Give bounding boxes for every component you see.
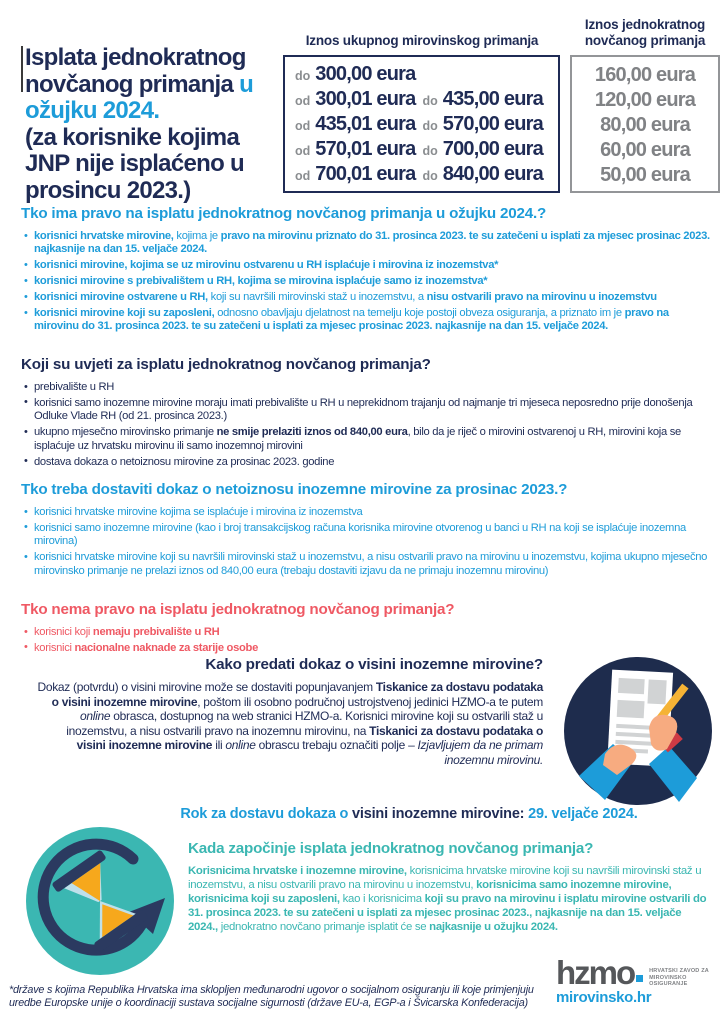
range-value: 435,00 eura [442, 88, 543, 110]
pension-amount-column-header: Iznos ukupnog mirovinskog primanja [305, 33, 539, 48]
section-who-eligible [21, 205, 713, 336]
pension-range-table [283, 55, 560, 193]
title-caret-line [21, 46, 23, 92]
range-value: 435,01 eura [315, 113, 416, 135]
logo-wordmark: hzmo [556, 954, 635, 991]
page-subtitle: (za korisnike kojima JNP nije isplaćeno u prosincu 2023.) [25, 123, 244, 204]
bullet-list [21, 626, 713, 655]
how-submit-paragraph: Dokaz (potvrdu) o visini mirovine može se dostaviti popunjavanjem Tiskanice za dostavu podataka o visini inozemne mirovine, poštom ili osobno područnoj ustrojstvenoj jedinici HZMO-a te putem online obrasca, dostupnog na web stranici HZMO-a. Korisnici mirovine koji su ostvarili staž u inozemstvu, a nisu ostvarili pravo na inozemnu mirovinu, na Tiskanici za dostavu podataka o visini inozemne mirovine ili online obrascu trebaju označiti polje – Izjavljujem da ne primam inozemnu mirovinu. [37, 680, 543, 767]
hourglass-icon [25, 826, 175, 976]
range-value: 700,01 eura [315, 163, 416, 185]
section-heading: Tko treba dostaviti dokaz o netoiznosu inozemne mirovine za prosinac 2023.? [21, 481, 568, 498]
table-row [295, 88, 558, 113]
table-row [295, 63, 558, 88]
footnote: *države s kojima Republika Hrvatska ima sklopljen međunarodni ugovor o socijalnom osiguranju ili koje primjenjuju uredbe Europske unije o koordinaciji sustava socijalne sigurnosti (države EU-a, EGP-a i Švicarska Konfederacija) [9, 984, 534, 1009]
section-heading: Tko ima pravo na isplatu jednokratnog novčanog primanja u ožujku 2024.? [21, 205, 547, 222]
bullet-list [21, 506, 713, 578]
benefit-amount: 160,00 eura [594, 64, 696, 86]
page-title [25, 45, 289, 125]
range-value: 300,01 eura [315, 88, 416, 110]
bullet-list [21, 381, 713, 469]
when-paid-text [188, 826, 708, 934]
benefit-amount-table [570, 55, 720, 193]
list-item: • korisnici hrvatske mirovine, kojima je pravo na mirovinu priznato do 31. prosinca 2023. te su zatečeni u isplati za mjesec prosinac 2023. najkasnije na dan 15. veljače 2024. [21, 230, 713, 257]
document-signing-icon [563, 656, 713, 806]
benefit-amount-column-header: Iznos jednokratnog novčanog primanja [584, 17, 706, 48]
hzmo-logo [556, 954, 726, 1006]
range-value: 300,00 eura [315, 63, 416, 85]
range-prefix: do [422, 144, 438, 158]
deadline-emphasis: visini inozemne mirovine: [352, 806, 525, 822]
table-row [295, 163, 558, 188]
range-prefix: do [295, 69, 311, 83]
bullet-list [21, 230, 713, 334]
table-row [295, 138, 558, 163]
deadline-date: 29. veljače 2024. [524, 806, 638, 822]
section-heading: Koji su uvjeti za isplatu jednokratnog novčanog primanja? [21, 356, 431, 373]
benefit-amount: 60,00 eura [600, 139, 690, 161]
range-prefix: do [422, 94, 438, 108]
section-heading: Tko nema pravo na isplatu jednokratnog novčanog primanja? [21, 601, 455, 618]
page-title-highlight: u ožujku 2024. [25, 70, 254, 124]
table-row [295, 113, 558, 138]
range-prefix: od [295, 144, 311, 158]
document-signing-illustration [563, 656, 713, 806]
list-item: • prebivalište u RH [21, 381, 713, 394]
benefit-amount: 50,00 eura [600, 164, 690, 186]
list-item: • ukupno mjesečno mirovinsko primanje ne smije prelaziti iznos od 840,00 eura, bilo da je riječ o mirovini ostvarenoj u RH, mirovini koja se isplaćuje uz hrvatsku mirovinu ili samo inozemnoj mirovini [21, 426, 713, 453]
section-not-eligible [21, 601, 713, 658]
list-item: • korisnici mirovine ostvarene u RH, koji su navršili mirovinski staž u inozemstvu, a nisu ostvarili pravo na mirovinu u inozemstvu [21, 291, 713, 304]
section-how-submit [21, 656, 713, 806]
when-paid-paragraph: Korisnicima hrvatske i inozemne mirovine, korisnicima hrvatske mirovine koji su navršili mirovinski staž u inozemstvu, a nisu ostvarili pravo na mirovinu u inozemstvu, korisnicima samo inozemne mirovine, korisnicima koji su zaposleni, kao i korisnicima koji su pravo na mirovinu i isplatu mirovine ostvarili do 31. prosinca 2023. te su zatečeni u isplati za mjesec prosinac 2023., najkasnije na dan 15. veljače 2024., jednokratno novčano primanje isplatit će se najkasnije u ožujku 2024. [188, 865, 707, 934]
range-value: 570,00 eura [442, 113, 543, 135]
benefit-amount: 120,00 eura [594, 89, 696, 111]
list-item: • korisnici koji nemaju prebivalište u RH [21, 626, 713, 639]
title-block [25, 45, 289, 204]
logo-dot-icon [636, 975, 643, 982]
range-value: 570,01 eura [315, 138, 416, 160]
list-item: • korisnici mirovine, kojima se uz mirovinu ostvarenu u RH isplaćuje i mirovina iz inozemstva* [21, 259, 713, 272]
range-prefix: do [422, 169, 438, 183]
range-prefix: od [295, 169, 311, 183]
list-item: • korisnici samo inozemne mirovine moraju imati prebivalište u RH u neprekidnom trajanju od najmanje tri mjeseca neposredno prije donošenja Odluke Vlade RH (od 21. prosinca 2023.) [21, 397, 713, 424]
section-conditions [21, 356, 713, 471]
list-item: • korisnici mirovine s prebivalištem u RH, kojima se mirovina isplaćuje samo iz inozemstva* [21, 275, 713, 288]
site-link[interactable]: mirovinsko.hr [556, 989, 652, 1006]
section-proof [21, 481, 713, 581]
logo-tagline [649, 968, 726, 988]
page-title-main: Isplata jednokratnog novčanog primanja [25, 44, 246, 98]
logo-top-row [556, 954, 726, 991]
list-item: • dostava dokaza o netoiznosu mirovine za prosinac 2023. godine [21, 456, 713, 469]
list-item: • korisnici nacionalne naknade za starije osobe [21, 642, 713, 655]
deadline-lead: Rok za dostavu dokaza o [180, 806, 353, 822]
section-heading: Kako predati dokaz o visini inozemne mirovine? [205, 656, 543, 673]
logo-tagline-line2: MIROVINSKO OSIGURANJE [649, 974, 688, 987]
how-submit-text [35, 656, 543, 806]
range-prefix: od [295, 119, 311, 133]
benefit-amount: 80,00 eura [600, 114, 690, 136]
range-prefix: do [422, 119, 438, 133]
list-item: • korisnici samo inozemne mirovine (kao i broj transakcijskog računa korisnika mirovine otvorenog u banci u RH na koji se isplaćuje inozemna mirovina) [21, 522, 713, 549]
hourglass-illustration [25, 826, 175, 976]
deadline-line [21, 806, 713, 822]
logo-tagline-line1: HRVATSKI ZAVOD ZA [649, 968, 709, 974]
list-item: • korisnici mirovine koji su zaposleni, odnosno obavljaju djelatnost na temelju koje postoji obveza osiguranja, a priznato im je pravo na mirovinu do 31. prosinca 2023. te su zatečeni u isplati za mjesec prosinac 2023. najkasnije na dan 15. veljače 2024. [21, 307, 713, 334]
range-value: 700,00 eura [442, 138, 543, 160]
range-prefix: od [295, 94, 311, 108]
list-item: • korisnici hrvatske mirovine kojima se isplaćuje i mirovina iz inozemstva [21, 506, 713, 519]
range-value: 840,00 eura [442, 163, 543, 185]
section-heading: Kada započinje isplata jednokratnog novčanog primanja? [188, 840, 594, 857]
list-item: • korisnici hrvatske mirovine koji su navršili mirovinski staž u inozemstvu, a nisu ostvarili pravo na mirovinu u inozemstvu, kojima ukupno mjesečno mirovinsko primanje ne prelazi iznos od 840,00 eura (trebaju dostaviti izjavu da ne primaju inozemnu mirovinu) [21, 551, 713, 578]
